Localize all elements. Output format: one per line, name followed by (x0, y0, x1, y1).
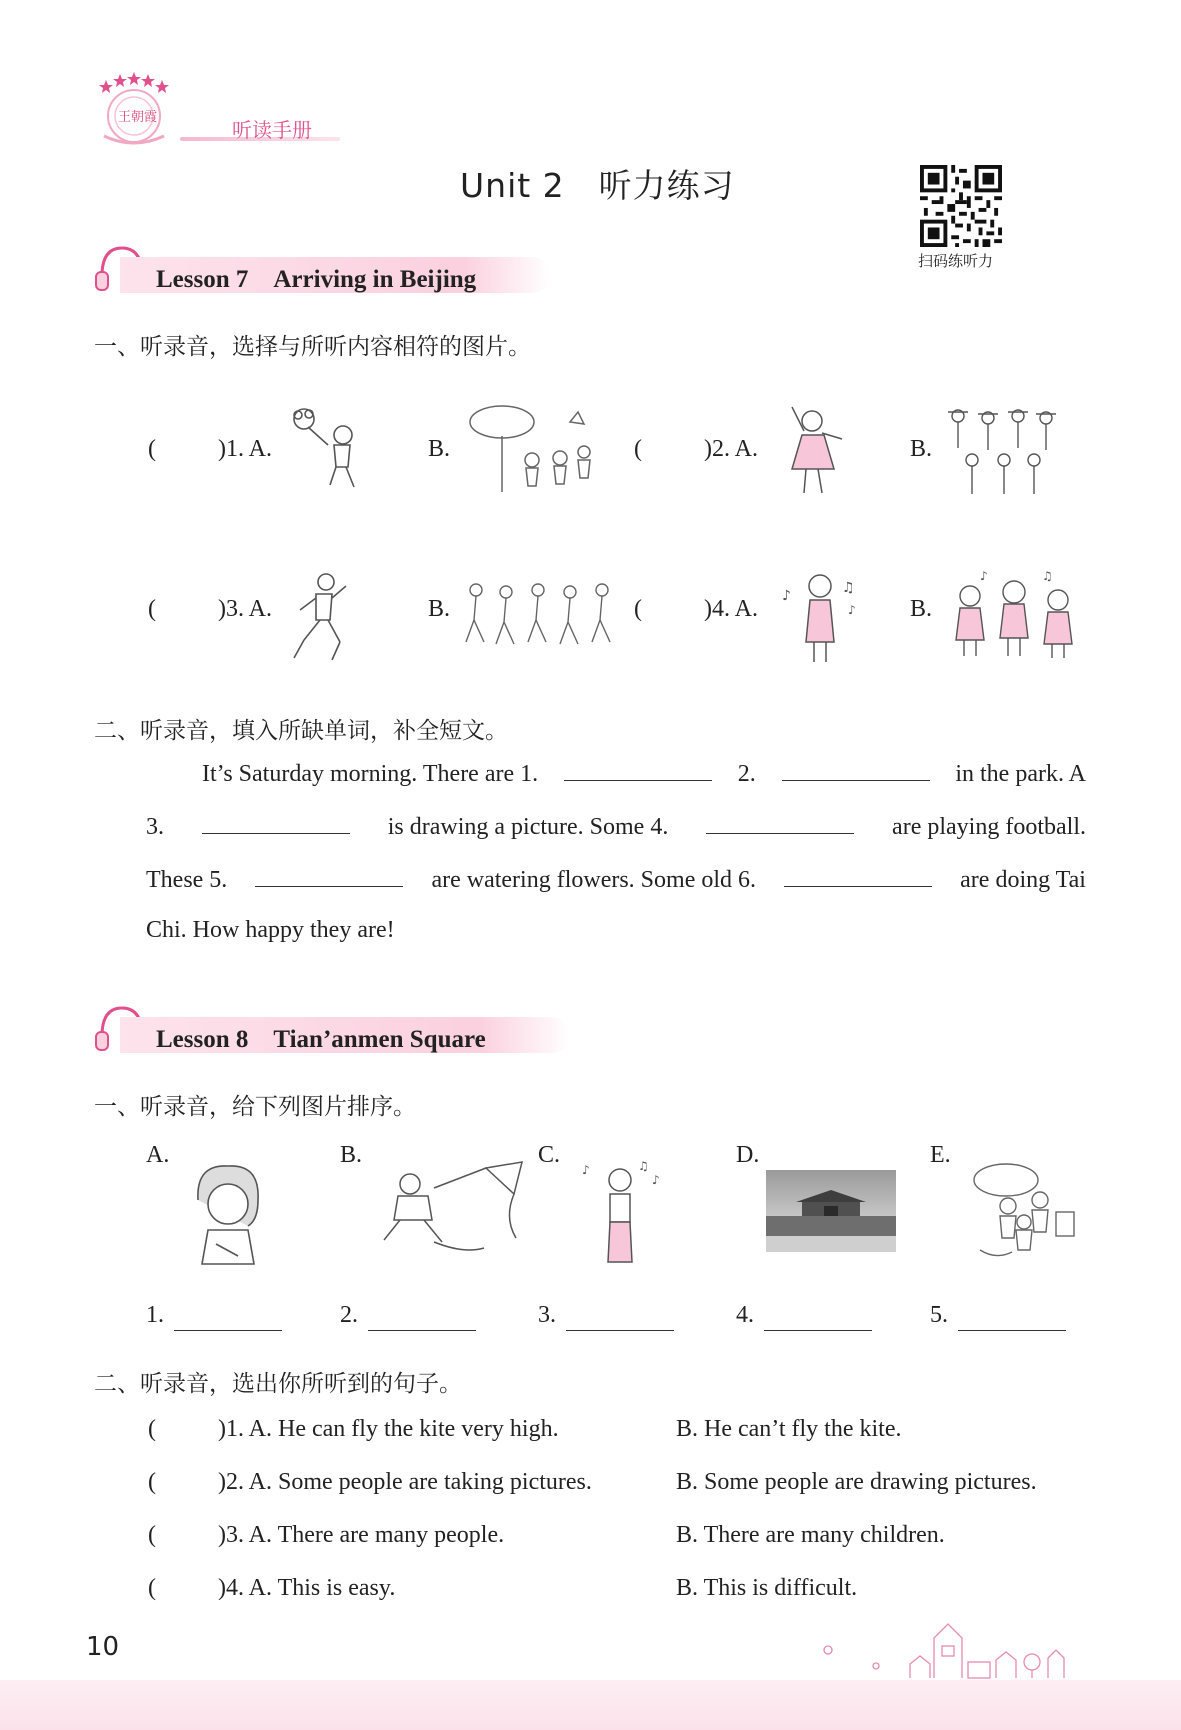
answer-paren[interactable]: ( (148, 596, 156, 622)
lesson8-section1-title: 一、听录音，给下列图片排序。 (94, 1094, 416, 1120)
question-number: )4. A. (704, 596, 758, 622)
blank-5[interactable] (255, 864, 403, 887)
lesson7-section2-title: 二、听录音，填入所缺单词，补全短文。 (94, 718, 508, 744)
boy-flying-kite-illustration (374, 1158, 530, 1260)
cloze-text: are playing football. (892, 814, 1086, 840)
question-option-a: )4. A. This is easy. (218, 1575, 396, 1601)
svg-text:♪: ♪ (582, 1163, 590, 1177)
qr-code-icon[interactable] (920, 165, 1002, 247)
order-blank-4[interactable] (764, 1330, 872, 1331)
svg-text:王朝霞: 王朝霞 (118, 110, 158, 125)
order-number-5: 5. (930, 1302, 948, 1328)
qr-label: 扫码练听力 (918, 252, 994, 270)
blank-2[interactable] (782, 758, 930, 781)
cloze-text: It’s Saturday morning. There are 1. (202, 761, 539, 787)
question-option-b: B. He can’t fly the kite. (676, 1416, 902, 1442)
people-in-park-illustration (966, 1160, 1078, 1262)
picture-label-a: A. (146, 1142, 170, 1168)
svg-text:♪: ♪ (848, 603, 856, 617)
cloze-passage (146, 758, 1086, 958)
book-label: 听读手册 (232, 118, 312, 142)
cloze-text: 3. (146, 814, 164, 840)
question-option-b: B. There are many children. (676, 1522, 945, 1548)
page-number: 10 (86, 1632, 120, 1662)
question-number: )2. A. (704, 436, 758, 462)
footer-houses-illustration (810, 1618, 1070, 1680)
picture-label-e: E. (930, 1142, 951, 1168)
answer-paren[interactable]: ( (634, 436, 642, 462)
page-title: Unit 2 听力练习 (460, 166, 735, 205)
question-option-b: B. Some people are drawing pictures. (676, 1469, 1037, 1495)
option-b-label: B. (910, 596, 933, 622)
order-blank-3[interactable] (566, 1330, 674, 1331)
tiananmen-photo (766, 1170, 896, 1252)
option-b-label: B. (428, 596, 451, 622)
question-option-b: B. This is difficult. (676, 1575, 858, 1601)
order-number-4: 4. (736, 1302, 754, 1328)
blank-4[interactable] (706, 811, 854, 834)
answer-paren[interactable]: ( (148, 1522, 156, 1548)
question-option-a: )3. A. There are many people. (218, 1522, 505, 1548)
cloze-text: are watering flowers. Some old 6. (431, 867, 757, 893)
blank-1[interactable] (564, 758, 712, 781)
picture-label-c: C. (538, 1142, 561, 1168)
order-number-3: 3. (538, 1302, 556, 1328)
answer-paren[interactable]: ( (148, 1575, 156, 1601)
svg-text:♫: ♫ (1042, 569, 1053, 583)
publisher-logo-icon (92, 70, 172, 150)
cloze-line-1 (146, 758, 1086, 798)
question-number: )3. A. (218, 596, 272, 622)
cloze-text: are doing Tai (960, 867, 1086, 893)
answer-paren[interactable]: ( (148, 436, 156, 462)
picture-label-d: D. (736, 1142, 760, 1168)
girl-dancing-illustration (778, 403, 848, 498)
answer-paren[interactable]: ( (148, 1469, 156, 1495)
order-number-2: 2. (340, 1302, 358, 1328)
svg-text:♫: ♫ (638, 1159, 649, 1173)
order-blank-5[interactable] (958, 1330, 1066, 1331)
answer-paren[interactable]: ( (148, 1416, 156, 1442)
lesson8-title: Lesson 8 Tian’anmen Square (156, 1026, 486, 1053)
boy-with-flowers-illustration (288, 405, 378, 495)
lesson8-section2-title: 二、听录音，选出你所听到的句子。 (94, 1371, 462, 1397)
svg-text:♫: ♫ (842, 580, 855, 596)
girl-singing-illustration (776, 570, 866, 665)
cloze-text: is drawing a picture. Some 4. (387, 814, 669, 840)
cloze-text: in the park. A (955, 761, 1086, 787)
question-number: )1. A. (218, 436, 272, 462)
cloze-line-3 (146, 864, 1086, 904)
girl-portrait-illustration (188, 1160, 268, 1266)
blank-6[interactable] (784, 864, 932, 887)
cloze-text: These 5. (146, 867, 228, 893)
children-exercising-illustration (942, 402, 1062, 498)
option-b-label: B. (910, 436, 933, 462)
question-option-a: )2. A. Some people are taking pictures. (218, 1469, 592, 1495)
question-option-a: )1. A. He can fly the kite very high. (218, 1416, 559, 1442)
svg-text:♪: ♪ (980, 569, 988, 583)
people-under-tree-illustration (462, 402, 602, 497)
cloze-text: 2. (737, 761, 756, 787)
svg-text:♪: ♪ (782, 588, 791, 604)
svg-text:♪: ♪ (652, 1173, 660, 1187)
lesson7-section1-title: 一、听录音，选择与所听内容相符的图片。 (94, 334, 531, 360)
order-blank-2[interactable] (368, 1330, 476, 1331)
picture-label-b: B. (340, 1142, 363, 1168)
order-number-1: 1. (146, 1302, 164, 1328)
cloze-line-2 (146, 811, 1086, 851)
footer-band (0, 1680, 1181, 1730)
children-running-illustration (462, 580, 618, 654)
blank-3[interactable] (202, 811, 350, 834)
woman-singing-illustration (578, 1158, 668, 1268)
option-b-label: B. (428, 436, 451, 462)
children-singing-illustration (950, 569, 1080, 660)
answer-paren[interactable]: ( (634, 596, 642, 622)
cloze-text: Chi. How happy they are! (146, 917, 395, 943)
cloze-line-4 (146, 917, 1086, 957)
order-blank-1[interactable] (174, 1330, 282, 1331)
lesson7-title: Lesson 7 Arriving in Beijing (156, 266, 477, 293)
boy-running-illustration (286, 570, 356, 665)
